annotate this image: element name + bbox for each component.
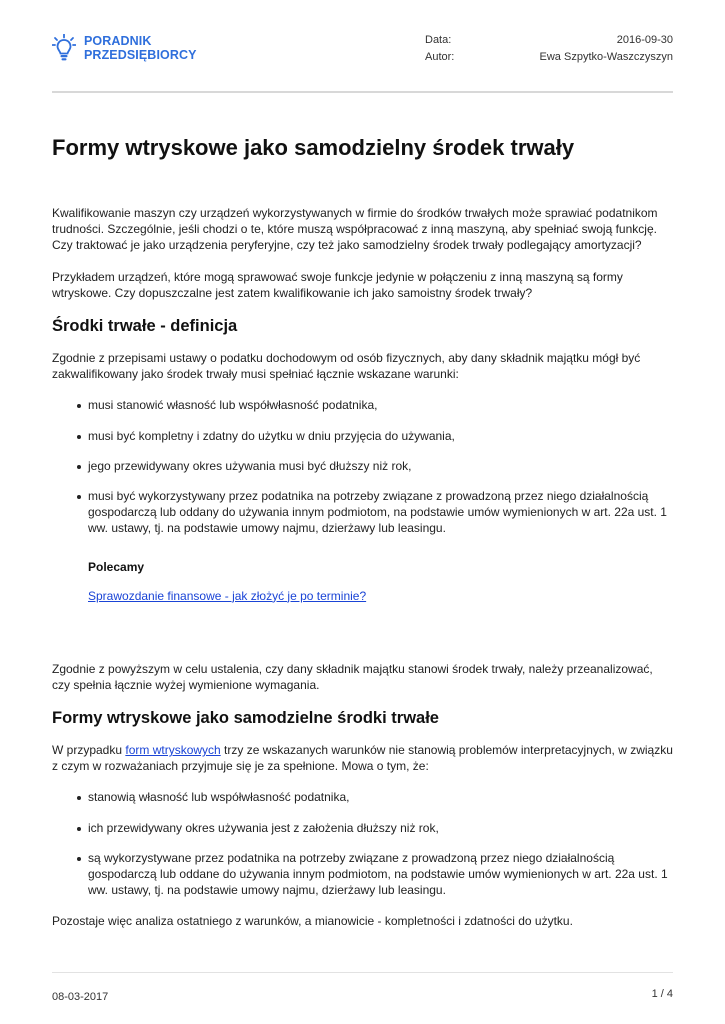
final-paragraph: Pozostaje więc analiza ostatniego z warunków, a mianowicie - kompletności i zdatności do użytku.	[52, 914, 573, 929]
meta-date-row	[425, 32, 673, 49]
logo-line-2: PRZEDSIĘBIORCY	[84, 48, 197, 62]
list-item: musi być kompletny i zdatny do użytku w dniu przyjęcia do używania,	[88, 428, 673, 444]
page-number: 1 / 4	[651, 988, 673, 1000]
molds-paragraph-end: trzy ze wskazanych warunków nie stanowią problemów interpretacyjnych, w związku z czym w rozważaniach przyjmuje się je za spełnione. Mowa o tym, że:	[52, 743, 673, 774]
article-body	[52, 134, 673, 945]
lightbulb-icon	[52, 34, 76, 64]
meta-author-row	[425, 49, 673, 66]
footer-date: 08-03-2017	[52, 991, 109, 1003]
list-item: są wykorzystywane przez podatnika na potrzeby związane z prowadzoną przez niego działalnością gospodarczą lub oddane do używania innym podmiotom, na podstawie umów wymienionych w art. 22a ust. 1 ww. ustawy, tj. na podstawie umowy najmu, dzierżawy lub leasingu.	[88, 850, 673, 899]
date-value: 2016-09-30	[616, 34, 673, 46]
molds-paragraph	[52, 742, 673, 774]
intro-paragraph-1: Kwalifikowanie maszyn czy urządzeń wykorzystywanych w firmie do środków trwałych może sprawiać podatnikom trudności. Szczególnie, jeśli chodzi o te, które muszą współpracować z inną maszyną, aby spełniać swoją funkcję. Czy traktować je jako urządzenia peryferyjne, czy też jako samodzielny środek trwały podlegający amortyzacji?	[52, 206, 658, 253]
article-title: Formy wtryskowe jako samodzielny środek trwały	[52, 135, 575, 160]
definition-paragraph: Zgodnie z przepisami ustawy o podatku dochodowym od osób fizycznych, aby dany składnik majątku mógł być zakwalifikowany jako środek trwały musi spełniać łącznie wskazane warunki:	[52, 351, 641, 382]
molds-paragraph-start: W przypadku	[52, 743, 126, 758]
page-header	[52, 30, 673, 86]
conclusion-paragraph: Zgodnie z powyższym w celu ustalenia, czy dany składnik majątku stanowi środek trwały, należy przeanalizować, czy spełnia łącznie wyżej wymienione wymagania.	[52, 661, 653, 692]
author-label: Autor:	[425, 50, 455, 63]
footer-divider	[52, 972, 673, 973]
section-heading-definition: Środki trwałe - definicja	[52, 317, 238, 336]
intro-paragraph-2: Przykładem urządzeń, które mogą sprawować swoje funkcje jedynie w połączeniu z inną maszyną są formy wtryskowe. Czy dopuszczalne jest zatem kwalifikowanie ich jako samoistny środek trwały?	[52, 269, 623, 300]
recommended-box	[88, 559, 673, 605]
list-item: ich przewidywany okres używania jest z założenia dłuższy niż rok,	[88, 820, 673, 836]
recommended-link[interactable]: Sprawozdanie finansowe - jak złożyć je po terminie?	[88, 588, 367, 603]
molds-link[interactable]: form wtryskowych	[125, 743, 221, 758]
logo-text	[84, 34, 197, 62]
molds-conditions-list	[88, 789, 673, 898]
author-value: Ewa Szpytko-Waszczyszyn	[539, 50, 673, 63]
logo-line-1: PORADNIK	[84, 34, 152, 48]
list-item: musi stanowić własność lub współwłasność podatnika,	[88, 397, 673, 413]
conditions-list	[88, 397, 673, 536]
list-item: jego przewidywany okres używania musi być dłuższy niż rok,	[88, 458, 673, 474]
date-label: Data:	[425, 34, 452, 46]
header-divider	[52, 91, 673, 93]
section-heading-molds: Formy wtryskowe jako samodzielne środki trwałe	[52, 709, 439, 728]
document-meta	[425, 32, 673, 65]
list-item: musi być wykorzystywany przez podatnika na potrzeby związane z prowadzoną przez niego działalnością gospodarczą lub oddany do używania innym podmiotom, na podstawie umów wymienionych w art. 22a ust. 1 ww. ustawy, tj. na podstawie umowy najmu, dzierżawy lub leasingu.	[88, 488, 673, 537]
list-item: stanowią własność lub współwłasność podatnika,	[88, 789, 673, 805]
brand-logo[interactable]	[52, 34, 197, 64]
recommended-title: Polecamy	[88, 559, 145, 574]
